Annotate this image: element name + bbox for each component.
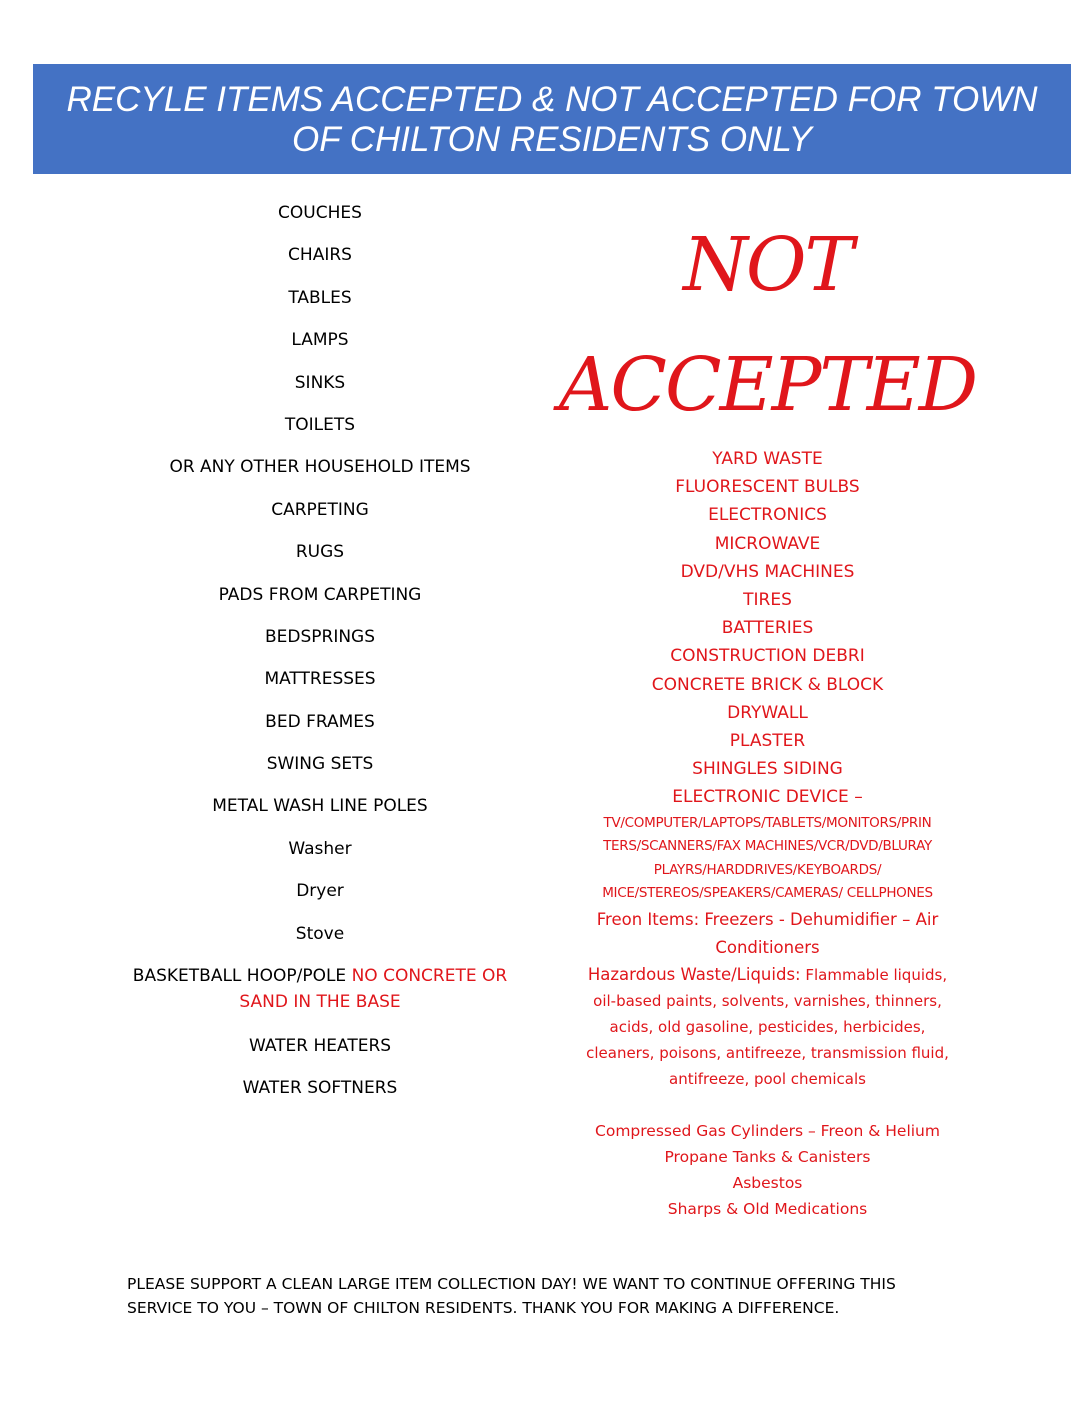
hazard-line: antifreeze, pool chemicals <box>669 1069 866 1088</box>
accepted-item: LAMPS <box>291 330 349 351</box>
accepted-item: Dryer <box>296 881 344 902</box>
devices-line: PLAYRS/HARDDRIVES/KEYBOARDS/ <box>653 861 882 878</box>
not-accepted-item: CONSTRUCTION DEBRI <box>670 646 865 667</box>
gas-line: Propane Tanks & Canisters <box>664 1147 871 1166</box>
not-accepted-title-line-1: NOT <box>683 222 852 308</box>
accepted-items-list <box>100 200 540 1118</box>
not-accepted-item: BATTERIES <box>721 618 814 639</box>
gas-line: Asbestos <box>732 1173 803 1192</box>
accepted-item: PADS FROM CARPETING <box>218 584 422 605</box>
accepted-item: Washer <box>288 838 352 859</box>
accepted-item: MATTRESSES <box>264 669 376 690</box>
accepted-item: TABLES <box>288 287 352 308</box>
hazard-line: oil-based paints, solvents, varnishes, thinners, <box>593 991 942 1010</box>
not-accepted-item: CONCRETE BRICK & BLOCK <box>651 674 884 695</box>
devices-line: MICE/STEREOS/SPEAKERS/CAMERAS/ CELLPHONES <box>602 885 933 902</box>
accepted-item: METAL WASH LINE POLES <box>212 796 428 817</box>
accepted-item: CARPETING <box>271 499 369 520</box>
basketball-label: BASKETBALL HOOP/POLE <box>132 966 347 987</box>
accepted-item: COUCHES <box>278 203 362 223</box>
not-accepted-item: FLUORESCENT BULBS <box>675 477 860 498</box>
hazard-line: acids, old gasoline, pesticides, herbicides, <box>609 1017 926 1036</box>
devices-line: TV/COMPUTER/LAPTOPS/TABLETS/MONITORS/PRIN <box>603 814 932 831</box>
gas-and-sharps <box>560 1118 975 1222</box>
accepted-item: WATER SOFTNERS <box>242 1078 398 1099</box>
not-accepted-item: MICROWAVE <box>714 533 821 554</box>
accepted-item: OR ANY OTHER HOUSEHOLD ITEMS <box>169 457 471 478</box>
hazardous-waste <box>560 962 975 1092</box>
basketball-note-1: NO CONCRETE OR <box>351 966 508 987</box>
not-accepted-items-list <box>560 445 975 1222</box>
not-accepted-item: PLASTER <box>729 731 806 752</box>
not-accepted-item: ELECTRONIC DEVICE – <box>672 787 863 808</box>
footer-line-1: PLEASE SUPPORT A CLEAN LARGE ITEM COLLECTION DAY! WE WANT TO CONTINUE OFFERING THIS <box>127 1275 896 1293</box>
not-accepted-item: TIRES <box>743 590 792 611</box>
not-accepted-item: YARD WASTE <box>712 449 823 469</box>
not-accepted-item: SHINGLES SIDING <box>692 759 843 780</box>
electronic-devices-list <box>560 812 975 906</box>
accepted-item: TOILETS <box>284 414 356 435</box>
not-accepted-item: DVD/VHS MACHINES <box>680 561 855 582</box>
footer-line-2: SERVICE TO YOU – TOWN OF CHILTON RESIDENTS. THANK YOU FOR MAKING A DIFFERENCE. <box>127 1299 840 1317</box>
not-accepted-title-line-2: ACCEPTED <box>558 342 977 428</box>
accepted-item: SINKS <box>294 372 346 393</box>
basketball-item <box>100 963 540 1033</box>
not-accepted-title <box>545 205 990 445</box>
header-line-1: RECYLE ITEMS ACCEPTED & NOT ACCEPTED FOR TOWN <box>66 80 1038 119</box>
not-accepted-item: ELECTRONICS <box>708 505 827 526</box>
footer-note <box>127 1272 947 1320</box>
accepted-item: BEDSPRINGS <box>264 626 376 647</box>
not-accepted-item: DRYWALL <box>727 702 808 723</box>
gas-line: Compressed Gas Cylinders – Freon & Helium <box>595 1121 940 1140</box>
accepted-item: RUGS <box>295 542 345 563</box>
header-line-2: OF CHILTON RESIDENTS ONLY <box>292 120 812 159</box>
freon-items <box>560 906 975 962</box>
accepted-item: CHAIRS <box>288 245 352 266</box>
devices-line: TERS/SCANNERS/FAX MACHINES/VCR/DVD/BLURAY <box>603 838 932 855</box>
accepted-item: Stove <box>295 923 345 944</box>
hazard-lead: Hazardous Waste/Liquids: <box>587 964 801 984</box>
basketball-note-2: SAND IN THE BASE <box>239 992 401 1013</box>
freon-line-2: Conditioners <box>715 937 820 957</box>
hazard-line-1: Flammable liquids, <box>800 965 948 984</box>
freon-line-1: Freon Items: Freezers - Dehumidifier – Air <box>596 909 939 929</box>
accepted-item: BED FRAMES <box>265 711 375 732</box>
hazard-line: cleaners, poisons, antifreeze, transmission fluid, <box>586 1043 949 1062</box>
accepted-item: WATER HEATERS <box>248 1036 392 1057</box>
accepted-item: SWING SETS <box>266 754 374 775</box>
gas-line: Sharps & Old Medications <box>667 1199 868 1218</box>
page-header-banner <box>33 64 1071 174</box>
